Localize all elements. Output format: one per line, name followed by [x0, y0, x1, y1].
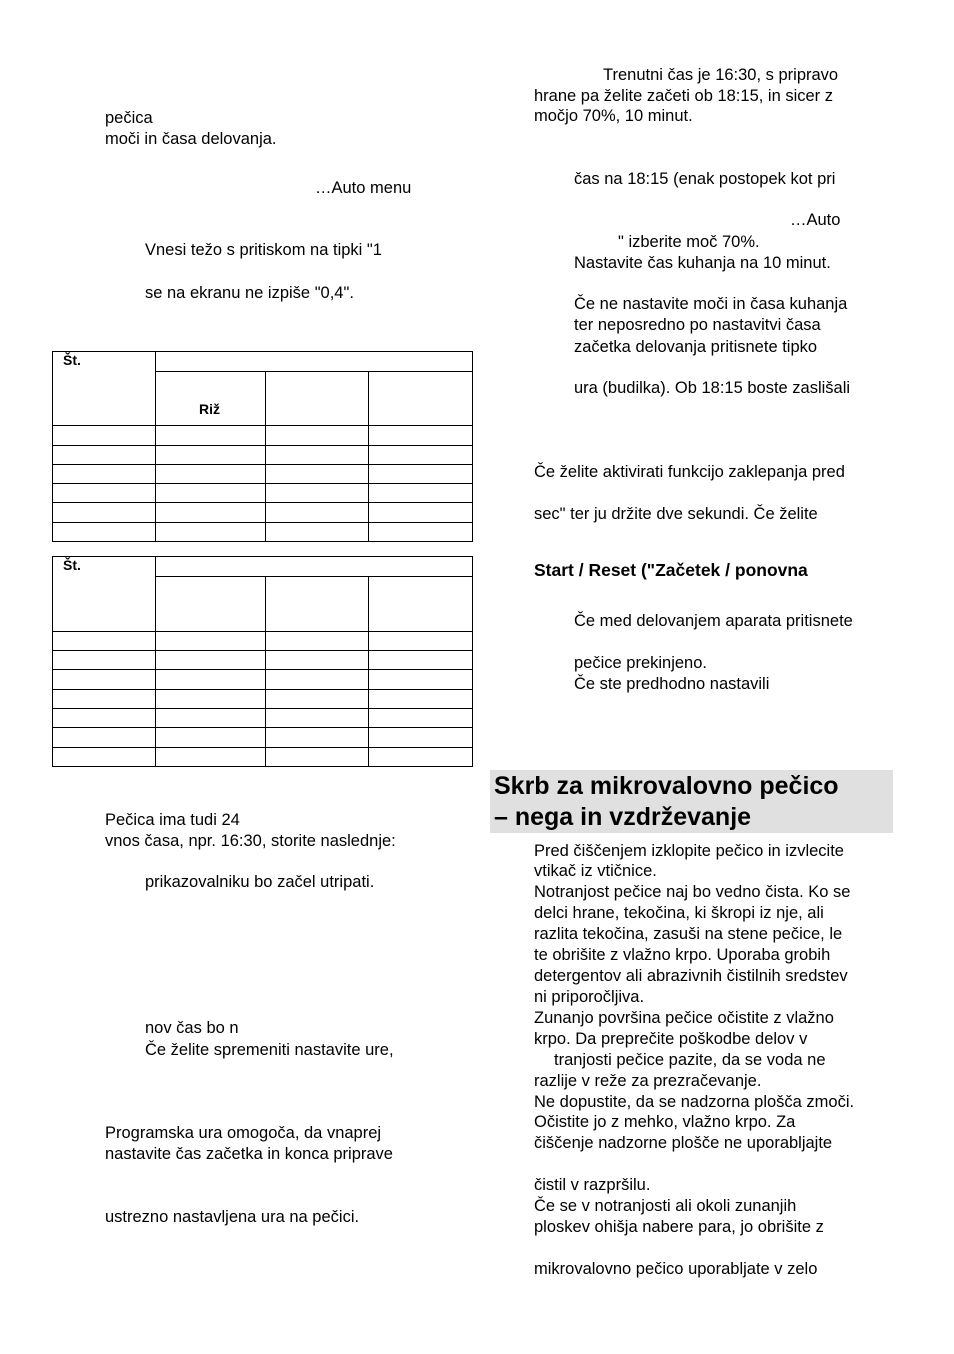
text-line: Notranjost pečice naj bo vedno čista. Ko se: [534, 883, 851, 901]
text-line: Ne dopustite, da se nadzorna plošča zmoči.: [534, 1093, 855, 1111]
text-line: hrane pa želite začeti ob 18:15, in sicer z: [534, 87, 834, 105]
text-line: začetka delovanja pritisnete tipko: [574, 338, 818, 356]
text-line: čiščenje nadzorne plošče ne uporabljajte: [534, 1134, 833, 1152]
section-subheading: Start / Reset ("Začetek / ponovna: [534, 560, 808, 580]
table-header-cell: Št.: [53, 557, 156, 632]
text-line: nov čas bo n: [145, 1019, 239, 1037]
text-line: se na ekranu ne izpiše "0,4".: [145, 284, 354, 302]
text-line: krpo. Da preprečite poškodbe delov v: [534, 1030, 808, 1048]
text-line: razlije v reže za prezračevanje.: [534, 1072, 762, 1090]
text-line: …Auto: [790, 211, 841, 229]
text-line: Če med delovanjem aparata pritisnete: [574, 612, 853, 630]
text-line: močjo 70%, 10 minut.: [534, 107, 693, 125]
table-row: [53, 651, 473, 670]
text-line: delci hrane, tekočina, ki škropi iz nje, ali: [534, 904, 824, 922]
text-line: vtikač iz vtičnice.: [534, 862, 657, 880]
table-row: [53, 426, 473, 446]
text-line: razlita tekočina, zasuši na stene pečice, le: [534, 925, 843, 943]
section-heading-line-1: Skrb za mikrovalovno pečico: [494, 772, 839, 800]
text-line: tranjosti pečice pazite, da se voda ne: [554, 1051, 826, 1069]
text-line: Očistite jo z mehko, vlažno krpo. Za: [534, 1113, 796, 1131]
table-row: [53, 632, 473, 651]
text-line: Programska ura omogoča, da vnaprej: [105, 1124, 382, 1142]
text-line: detergentov ali abrazivnih čistilnih sredstev: [534, 967, 848, 985]
table-row: [53, 690, 473, 709]
auto-menu-table-1: [52, 351, 473, 542]
text-line: čistil v razpršilu.: [534, 1176, 651, 1194]
text-line: Če želite spremeniti nastavite ure,: [145, 1041, 394, 1059]
text-line: " izberite moč 70%.: [618, 233, 760, 251]
table-row: [53, 446, 473, 465]
text-line: vnos časa, npr. 16:30, storite naslednje:: [105, 832, 396, 850]
text-line: Če ste predhodno nastavili: [574, 675, 770, 693]
text-line: ter neposredno po nastavitvi časa: [574, 316, 821, 334]
text-line: prikazovalniku bo začel utripati.: [145, 873, 375, 891]
table-row: [53, 709, 473, 728]
auto-menu-table-2: [52, 556, 473, 767]
text-line: pečice prekinjeno.: [574, 654, 707, 672]
table-row: [53, 728, 473, 748]
text-line: Trenutni čas je 16:30, s pripravo: [603, 66, 839, 84]
table-row: [53, 484, 473, 503]
table-row: [53, 465, 473, 484]
text-line: Če želite aktivirati funkcijo zaklepanja pred: [534, 463, 845, 481]
text-line: Vnesi težo s pritiskom na tipki "1: [145, 241, 382, 259]
text-line: ploskev ohišja nabere para, jo obrišite z: [534, 1218, 824, 1236]
text-line: Če ne nastavite moči in časa kuhanja: [574, 295, 848, 313]
text-line: pečica: [105, 109, 153, 127]
text-line: nastavite čas začetka in konca priprave: [105, 1145, 393, 1163]
text-line: te obrišite z vlažno krpo. Uporaba grobih: [534, 946, 831, 964]
text-line: …Auto menu: [315, 179, 412, 197]
table-row: [53, 748, 473, 767]
table-row: [53, 503, 473, 523]
text-line: sec" ter ju držite dve sekundi. Če želite: [534, 505, 818, 523]
section-heading-line-2: – nega in vzdrževanje: [494, 803, 752, 831]
text-line: Pečica ima tudi 24: [105, 811, 240, 829]
text-line: mikrovalovno pečico uporabljate v zelo: [534, 1260, 818, 1278]
text-line: čas na 18:15 (enak postopek kot pri: [574, 170, 836, 188]
text-line: ura (budilka). Ob 18:15 boste zaslišali: [574, 379, 851, 397]
table-row: [53, 670, 473, 690]
text-line: moči in časa delovanja.: [105, 130, 277, 148]
table-header-cell: Št.: [53, 352, 156, 426]
text-line: ustrezno nastavljena ura na pečici.: [105, 1208, 360, 1226]
section-heading: [490, 770, 893, 833]
table-subheader-cell: Riž: [156, 372, 266, 426]
text-line: Pred čiščenjem izklopite pečico in izvlecite: [534, 842, 844, 860]
table-row: [53, 523, 473, 542]
text-line: Zunanjo površina pečice očistite z vlažno: [534, 1009, 834, 1027]
text-line: Če se v notranjosti ali okoli zunanjih: [534, 1197, 797, 1215]
text-line: Nastavite čas kuhanja na 10 minut.: [574, 254, 831, 272]
text-line: ni priporočljiva.: [534, 988, 645, 1006]
